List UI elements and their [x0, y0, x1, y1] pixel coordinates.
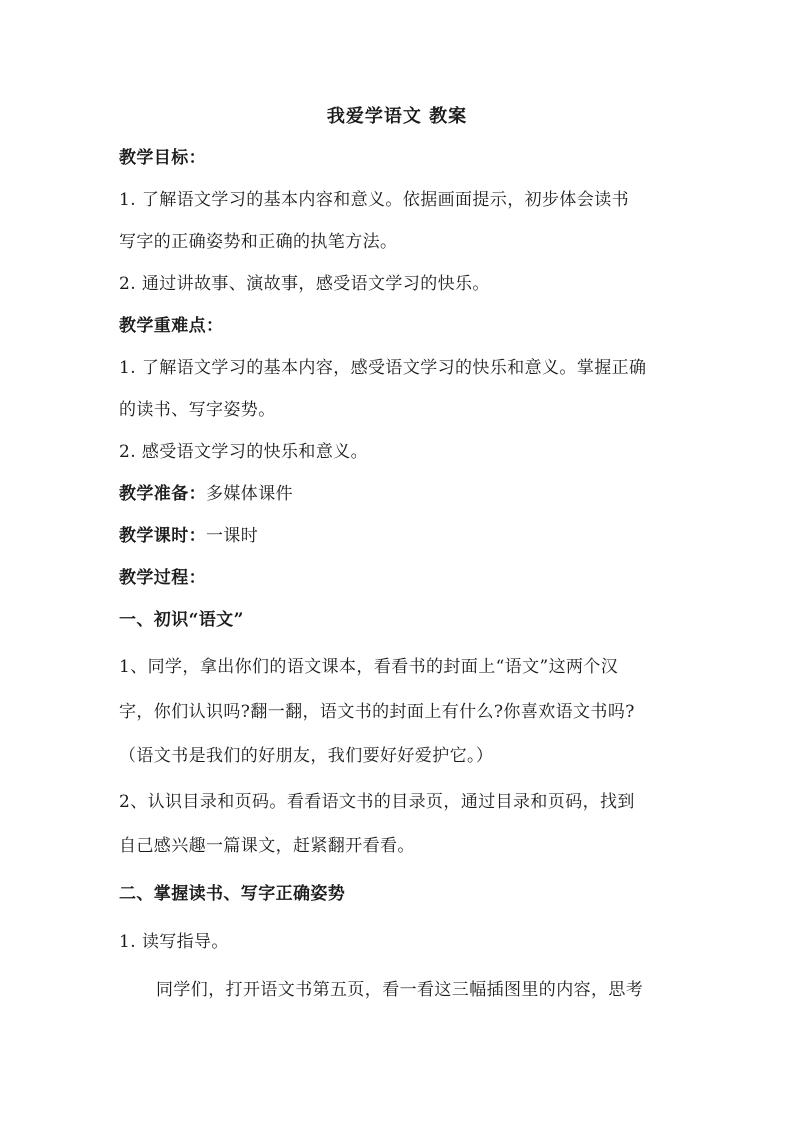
paragraph-line: 自己感兴趣一篇课文，赶紧翻开看看。 [119, 836, 415, 856]
class-hours-value: 一课时 [206, 526, 259, 546]
paragraph-line: 字，你们认识吗?翻一翻，语文书的封面上有什么?你喜欢语文书吗? [119, 702, 635, 722]
paragraph-line: 写字的正确姿势和正确的执笔方法。 [119, 232, 398, 252]
paragraph-line: 2. 感受语文学习的快乐和意义。 [119, 442, 369, 462]
paragraph-line: 1. 了解语文学习的基本内容和意义。依据画面提示，初步体会读书 [119, 190, 630, 210]
paragraph-line: （语文书是我们的好朋友，我们要好好爱护它。） [119, 746, 494, 766]
paragraph-line: 同学们，打开语文书第五页，看一看这三幅插图里的内容，思考 [156, 980, 644, 1000]
document-title: 我爱学语文 教案 [326, 106, 468, 127]
heading-key-points: 教学重难点： [119, 316, 224, 336]
preparation-value: 多媒体课件 [206, 484, 293, 504]
paragraph-line: 1、同学，拿出你们的语文课本，看看书的封面上“语文”这两个汉 [119, 657, 619, 677]
section-heading-1: 一、初识“语文” [119, 610, 244, 630]
heading-objectives: 教学目标： [119, 148, 206, 168]
heading-process: 教学过程： [119, 568, 206, 588]
class-hours-line [119, 524, 675, 548]
heading-class-hours: 教学课时： [119, 526, 206, 546]
paragraph-line: 2、认识目录和页码。看看语文书的目录页，通过目录和页码，找到 [119, 792, 635, 812]
paragraph-line: 1. 读写指导。 [119, 932, 229, 952]
heading-preparation: 教学准备： [119, 484, 206, 504]
paragraph-line: 2. 通过讲故事、演故事，感受语文学习的快乐。 [119, 274, 490, 294]
paragraph-line: 1. 了解语文学习的基本内容，感受语文学习的快乐和意义。掌握正确 [119, 358, 647, 378]
preparation-line [119, 482, 675, 506]
paragraph-line: 的读书、写字姿势。 [119, 400, 276, 420]
section-heading-2: 二、掌握读书、写字正确姿势 [119, 884, 346, 904]
